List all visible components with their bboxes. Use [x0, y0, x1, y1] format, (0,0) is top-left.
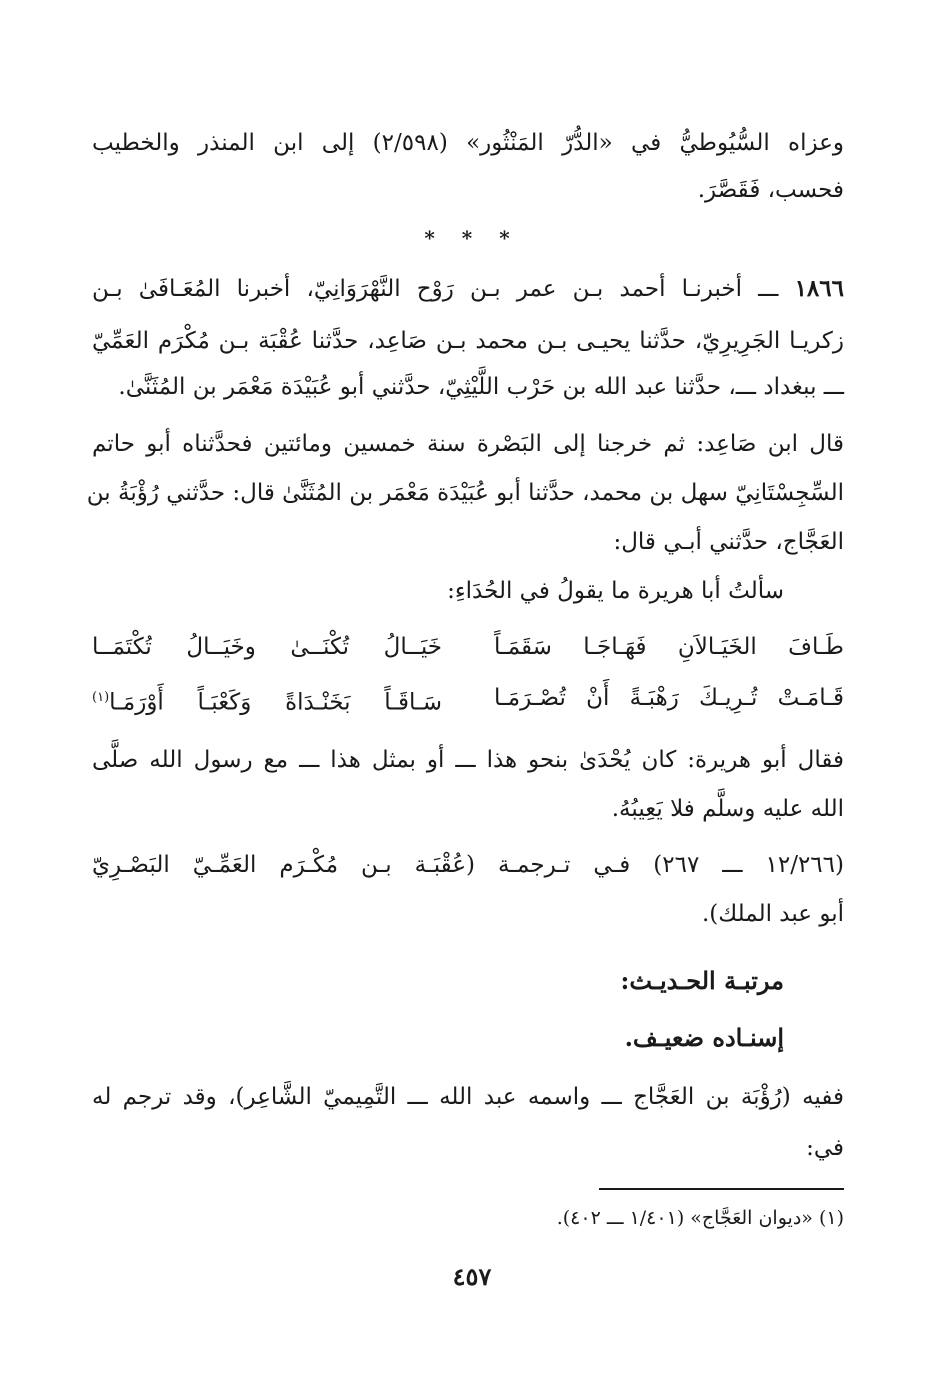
narration-line-1: قال ابن صَاعِد: ثم خرجنا إلى البَصْرة سنة خمسين ومائتين فحدَّثناه أبو حاتم [92, 431, 844, 457]
footnote-marker: (١) [92, 690, 110, 705]
answer-line-1: فقال أبو هريرة: كان يُحْدَىٰ بنحو هذا ـــ أو بمثل هذا ـــ مع رسول الله صلَّى [92, 747, 844, 773]
verse-row-2 [92, 681, 844, 715]
reference-line-2: أبو عبد الملك). [701, 901, 844, 927]
grading-heading: مرتبـة الحـديـث: [620, 966, 784, 995]
verse-1-second-hemistich: خَيَــالُ تُكْنَــىٰ وخَيَــالُ تُكْتَمَــا [92, 634, 442, 660]
footnote-divider [599, 1188, 844, 1190]
section-separator: * * * [424, 226, 520, 250]
page-number: ٤٥٧ [452, 1262, 492, 1291]
grading-line-2: في: [806, 1135, 844, 1161]
reference-line-1: (١٢/٢٦٦ ـــ ٢٦٧) فـي تـرجمـة (عُقْبَـة بـن مُكْـرَم العَمِّـيّ البَصْـرِيّ [92, 852, 845, 878]
verse-2-second-hemistich-text: سَـاقَـاً بَخَنْـدَاةً وَكَعْبَـاً أَوْرَمَـا [109, 689, 442, 716]
intro-line-2: فحسب، فَقَصَّرَ. [697, 177, 844, 203]
verse-2-second-hemistich [92, 681, 442, 720]
intro-line-1: وعزاه السُّيُوطيُّ في «الدُّرّ المَنْثُور» (٢/٥٩٨) إلى ابن المنذر والخطيب [92, 130, 844, 156]
narration-line-3: العَجَّاج، حدَّثني أبـي قال: [613, 529, 844, 555]
hadith-line-3: ـــ ببغداد ـــ، حدَّثنا عبد الله بن حَرْب اللَّيْثِيّ، حدَّثني أبو عُبَيْدَة مَعْمَر بن المُثَنَّىٰ. [118, 374, 844, 400]
grading-verdict: إسنـاده ضعيـف. [624, 1023, 784, 1052]
hadith-line-1 [92, 274, 844, 304]
narration-line-4: سألتُ أبا هريرة ما يقولُ في الحُدَاءِ: [447, 578, 784, 604]
verse-row-1 [92, 630, 844, 664]
hadith-isnad-start: ـــ أخبرنـا أحمد بـن عمر بـن رَوْح النَّهْرَوَانِيّ، أخبرنا المُعَـافَىٰ بـن [92, 276, 779, 302]
hadith-number: ١٨٦٦ [794, 275, 844, 302]
footnote-1: (١) «ديوان العَجَّاج» (١/٤٠١ ـــ ٤٠٢). [556, 1207, 844, 1229]
hadith-line-2: زكريـا الجَرِيرِيّ، حدَّثنا يحيـى بـن محمد بـن صَاعِد، حدَّثنا عُقْبَة بـن مُكْرَم العَمِّيّ [92, 328, 844, 354]
verse-2-first-hemistich: قَـامَـتْ تُـرِيـكَ رَهْبَـةً أَنْ تُصْـرَمَـا [494, 685, 844, 711]
narration-line-2: السِّجِسْتَانِيّ سهل بن محمد، حدَّثنا أبو عُبَيْدَة مَعْمَر بن المُثَنَّىٰ قال: حدَّثني رُؤْبَةُ بن [86, 480, 844, 506]
answer-line-2: الله عليه وسلَّم فلا يَعِيبُهُ. [611, 796, 844, 822]
grading-line-1: ففيه (رُؤْبَة بن العَجَّاج ـــ واسمه عبد الله ـــ التَّمِيميّ الشَّاعِر)، وقد ترجم له [92, 1084, 844, 1110]
verse-1-first-hemistich: طَـافَ الخَيَـالاَنِ فَهَـاجَـا سَقَمَـاً [494, 634, 844, 660]
